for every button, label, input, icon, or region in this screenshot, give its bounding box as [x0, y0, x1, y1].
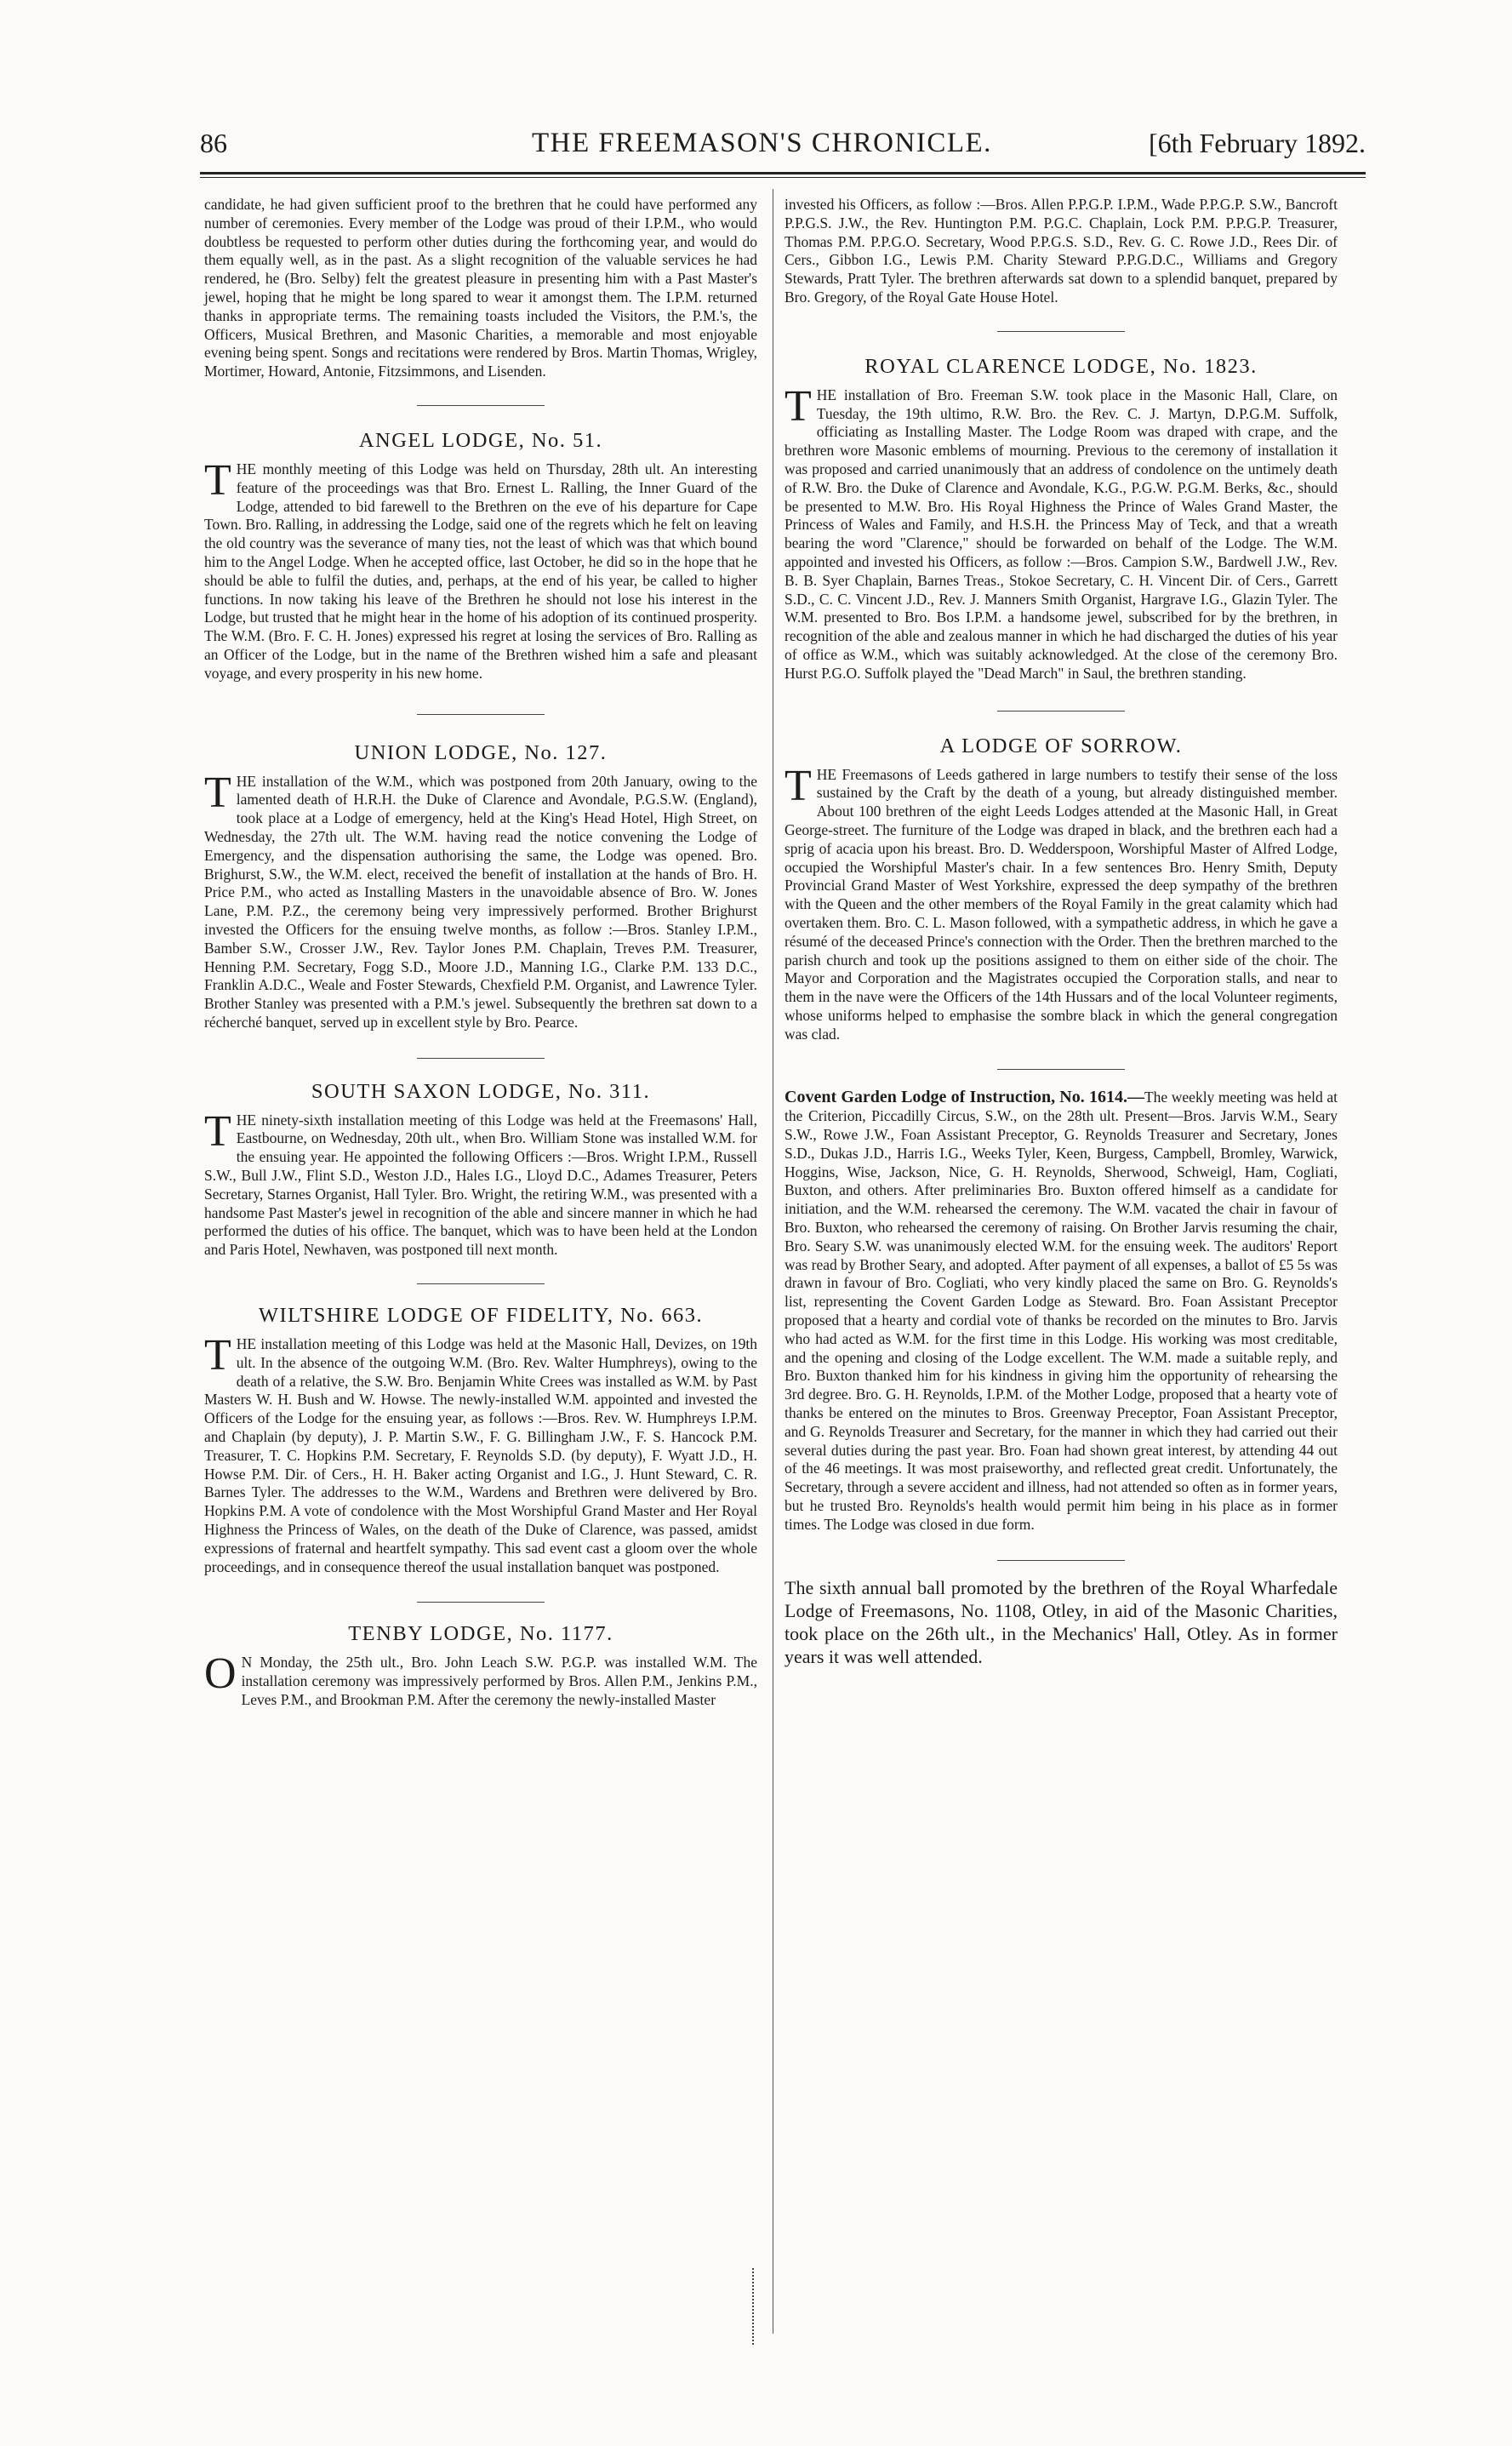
- article-continuation: candidate, he had given sufficient proof to the brethren that he could have performed any number of ceremonies. Every member of the Lodge was proud of their I.P.M., who would doubtless be requested to perform other duties during the forthcoming year, and would do them equally well, as in the past. As a slight recognition of the valuable services he had rendered, he (Bro. Selby) felt the greatest pleasure in presenting him with a Past Master's jewel, hoping that he might be long spared to wear it amongst them. The I.P.M. returned thanks in appropriate terms. The remaining toasts included the Visitors, the P.M.'s, the Officers, Musical Brethren, and Masonic Charities, a memorable and most enjoyable evening being spent. Songs and recitations were rendered by Bros. Martin Thomas, Wrigley, Mortimer, Howard, Antonie, Fitzsimmons, and Lisenden.: [204, 196, 757, 380]
- drop-cap: T: [204, 455, 231, 505]
- article-body: HE monthly meeting of this Lodge was held on Thursday, 28th ult. An interesting feature of the proceedings was that Bro. Ernest L. Ralling, the Inner Guard of the Lodge, attended to bid farewell to the Brethren on the eve of his departure for Cape Town. Bro. Ralling, in addressing the Lodge, said one of the regrets which he felt on leaving the old country was the severance of many ties, not the least of which was that which bound him to the Angel Lodge. When he accepted office, last October, he did so in the hope that he should be able to fulfil the duties, and, perhaps, at the end of his year, be called to higher functions. In now taking his leave of the Brethren he should not lose his interest in the Lodge, but trusted that he might hear in the home of his adoption of its continued prosperity. The W.M. (Bro. F. C. H. Jones) expressed his regret at losing the services of Bro. Ralling as an Officer of the Lodge, but in the name of the Brethren wished him a safe and pleasant voyage, and every prosperity in his new home.: [204, 460, 757, 682]
- issue-date: [6th February 1892.: [1148, 128, 1366, 158]
- header-rule-thin: [200, 177, 1366, 178]
- section-divider: [417, 1058, 545, 1059]
- article-heading: A LODGE OF SORROW.: [939, 734, 1183, 757]
- header-rule: [200, 172, 1366, 174]
- drop-cap: T: [785, 761, 812, 810]
- article-angel-lodge: [204, 428, 757, 683]
- drop-cap: T: [204, 1106, 231, 1156]
- article-continuation: invested his Officers, as follow :—Bros. Allen P.P.G.P. I.P.M., Wade P.P.G.P. S.W., Bancroft P.P.G.S. J.W., the Rev. Huntington P.M. P.G.C. Chaplain, Lock P.M. P.P.G.P. Treasurer, Thomas P.M. P.P.G.O. Secretary, Wood P.P.G.S. S.D., Rev. G. C. Rowe J.D., Rees Dir. of Cers., Gibbon I.G., Lewis P.M. Charity Steward P.P.G.D.C., Williams and Gregory Stewards, Pratt Tyler. The brethren afterwards sat down to a splendid banquet, prepared by Bro. Gregory, of the Royal Gate House Hotel.: [785, 196, 1338, 306]
- article-wharfedale-ball: The sixth annual ball promoted by the brethren of the Royal Wharfedale Lodge of Freemasons, No. 1108, Otley, in aid of the Masonic Charities, took place on the 26th ult., in the Mechanics' Hall, Otley. As in former years it was well attended.: [785, 1576, 1338, 1667]
- article-covent-garden-lodge: [785, 1089, 1338, 1534]
- left-column: [204, 196, 757, 1710]
- article-union-lodge: [204, 740, 757, 1032]
- article-south-saxon-lodge: [204, 1079, 757, 1260]
- section-divider: [997, 1069, 1125, 1070]
- section-divider: [997, 331, 1125, 332]
- drop-cap: O: [204, 1649, 237, 1699]
- article-heading: ANGEL LODGE, No. 51.: [358, 428, 603, 452]
- article-heading: ROYAL CLARENCE LODGE, No. 1823.: [864, 354, 1258, 378]
- right-column: [785, 196, 1338, 1668]
- article-wiltshire-lodge: [204, 1303, 757, 1576]
- article-body: HE installation of the W.M., which was postponed from 20th January, owing to the lamented death of H.R.H. the Duke of Clarence and Avondale, P.G.S.W. (England), took place at a Lodge of emergency, held at the King's Head Hotel, High Street, on Wednesday, the 27th ult. The W.M. having read the notice convening the Lodge of Emergency, and the dispensation authorising the same, the Lodge was opened. Bro. Brighurst, S.W., the W.M. elect, received the benefit of installation at the hands of Bro. H. Price P.M., who acted as Installing Masters in the unavoidable absence of Bro. W. Jones Lane, P.M. P.Z., the ceremony being very impressively performed. Brother Brighurst invested the Officers for the ensuing twelve months, as follow :—Bros. Stanley I.P.M., Bamber S.W., Crosser J.W., Rev. Taylor Jones P.M. Chaplain, Treves P.M. Treasurer, Henning P.M. Secretary, Fogg S.D., Moore J.D., Manning I.G., Clarke P.M. 133 D.C., Franklin A.D.C., Weale and Foster Stewards, Chexfield P.M. Organist, and Lawrence Tyler. Brother Stanley was presented with a P.M.'s jewel. Subsequently the brethren sat down to a récherché banquet, served up in excellent style by Bro. Pearce.: [204, 772, 757, 1031]
- drop-cap: T: [204, 768, 231, 817]
- section-divider: [997, 711, 1125, 712]
- section-divider: [417, 1283, 545, 1284]
- article-body: HE ninety-sixth installation meeting of this Lodge was held at the Freemasons' Hall, Eastbourne, on Wednesday, 20th ult., when Bro. William Stone was installed W.M. for the ensuing year. He appointed the following Officers :—Bros. Wright I.P.M., Russell S.W., Bull J.W., Flint S.D., Weston J.D., Hales I.G., Lloyd D.C., Adames Treasurer, Peters Secretary, Starnes Organist, Hall Tyler. Bro. Wright, the retiring W.M., was presented with a handsome Past Master's jewel in recognition of the able and sincere manner in which he had performed the duties of his office. The banquet, which was to have been held at the London and Paris Hotel, Newhaven, was postponed till next month.: [204, 1111, 757, 1259]
- article-heading: SOUTH SAXON LODGE, No. 311.: [311, 1079, 651, 1103]
- section-divider: [997, 1560, 1125, 1561]
- section-divider: [417, 405, 545, 406]
- article-body: The weekly meeting was held at the Criterion, Piccadilly Circus, S.W., on the 28th ult. Present—Bros. Jarvis W.M., Seary S.W., Rowe J.W., Foan Assistant Preceptor, G. Reynolds Treasurer and Secretary, Jones S.D., Dukas J.D., Harris I.G., Weeks Tyler, Keen, Burgess, Campbell, Bromley, Warwick, Hoggins, Wise, Jackson, Nice, G. H. Reynolds, Sherwood, Schweigl, Ham, Cogliati, Buxton, and others. After preliminaries Bro. Buxton offered himself as a candidate for initiation, and the W.M. rehearsed the ceremony. The W.M. vacated the chair in favour of Bro. Buxton, who rehearsed the ceremony of raising. On Brother Jarvis resuming the chair, Bro. Seary S.W. was unanimously elected W.M. for the ensuing week. The auditors' Report was read by Brother Seary, and adopted. After payment of all expenses, a ballot of £5 5s was drawn in favour of Bro. Cogliati, who very kindly placed the same on Bro. G. Reynolds's list, representing the Covent Garden Lodge as Steward. Bro. Foan Assistant Preceptor proposed that a hearty and cordial vote of thanks be recorded on the minutes to Bro. Jarvis who had acted as W.M. for the first time in this Lodge. His working was most creditable, and the opening and closing of the Lodge excellent. The W.M. made a suitable reply, and Bro. Buxton thanked him for his kindness in giving him the opportunity of rehearsing the 3rd degree. Bro. G. H. Reynolds, I.P.M. of the Mother Lodge, proposed that a hearty vote of thanks be entered on the minutes to Bros. Greenway Preceptor, Foan Assistant Preceptor, and G. Reynolds Treasurer and Secretary, for the manner in which they had carried out their several duties during the past year. Bro. Foan had shown great interest, by attending 44 out of the 46 meetings. It was most praiseworthy, and reflected great credit. Unfortunately, the Secretary, through a severe accident and illness, had not attended so often as in former years, but he trusted Bro. Reynolds's health would permit him being in his place as in former times. The Lodge was closed in due form.: [785, 1089, 1338, 1533]
- drop-cap: T: [785, 381, 812, 431]
- article-tenby-lodge: [204, 1621, 757, 1709]
- article-body: HE installation meeting of this Lodge was held at the Masonic Hall, Devizes, on 19th ult. In the absence of the outgoing W.M. (Bro. Rev. Walter Humphreys), owing to the death of a relative, the S.W. Bro. Benjamin White Crees was installed as W.M. by Past Masters W. H. Bush and W. Howse. The newly-installed W.M. appointed and invested the Officers of the Lodge for the ensuing year, as follows :—Bros. Rev. W. Humphreys I.P.M. and Chaplain (by deputy), J. P. Martin S.W., F. G. Billingham J.W., F. S. Hancock P.M. Treasurer, T. C. Hopkins P.M. Secretary, F. Reynolds S.D. (by deputy), F. Wyatt J.D., H. Howse P.M. Dir. of Cers., H. H. Baker acting Organist and I.G., J. Hunt Steward, C. R. Barnes Tyler. The addresses to the W.M., Wardens and Brethren were delivered by Bro. Hopkins P.M. A vote of condolence with the Most Worshipful Grand Master and Her Royal Highness the Princess of Wales, on the death of the Duke of Clarence, was passed, amidst expressions of fraternal and heartfelt sympathy. This sad event cast a gloom over the whole proceedings, and in consequence thereof the usual installation banquet was postponed.: [204, 1335, 757, 1575]
- article-heading: WILTSHIRE LODGE OF FIDELITY, No. 663.: [258, 1304, 704, 1328]
- article-body: N Monday, the 25th ult., Bro. John Leach S.W. P.G.P. was installed W.M. The installation ceremony was impressively performed by Bros. Allen P.M., Jenkins P.M., Leves P.M., and Brookman P.M. After the ceremony the newly-installed Master: [241, 1654, 757, 1709]
- article-heading: UNION LODGE, No. 127.: [354, 740, 608, 764]
- article-heading: TENBY LODGE, No. 1177.: [348, 1622, 613, 1646]
- column-dotted-rule: [752, 2268, 757, 2345]
- publication-title: THE FREEMASON'S CHRONICLE.: [532, 128, 992, 158]
- article-lodge-of-sorrow: [785, 734, 1338, 1044]
- article-heading: Covent Garden Lodge of Instruction, No. 1614.—: [785, 1088, 1144, 1107]
- section-divider: [417, 714, 545, 715]
- drop-cap: T: [204, 1331, 231, 1380]
- page-header: [200, 128, 1366, 169]
- article-body: HE installation of Bro. Freeman S.W. took place in the Masonic Hall, Clare, on Tuesday, the 19th ultimo, R.W. Bro. the Rev. C. J. Martyn, D.P.G.M. Suffolk, officiating as Installing Master. The Lodge Room was draped with crape, and the brethren wore Masonic emblems of mourning. Previous to the ceremony of installation it was proposed and carried unanimously that an address of condolence on the untimely death of R.W. Bro. the Duke of Clarence and Avondale, K.G., P.G.W. P.G.M. Berks, &c., should be presented to M.W. Bro. His Royal Highness the Prince of Wales Grand Master, the Princess of Wales and Family, and H.S.H. the Princess May of Teck, and that a wreath bearing the word "Clarence," should be forwarded on behalf of the Lodge. The W.M. appointed and invested his Officers, as follow :—Bros. Campion S.W., Bardwell J.W., Rev. B. B. Syer Chaplain, Barnes Treas., Stokoe Secretary, C. H. Vincent Dir. of Cers., Garrett S.D., C. C. Vincent J.D., Rev. J. Manners Smith Organist, Hargrave I.G., Glazin Tyler. The W.M. presented to Bro. Bos I.P.M. a handsome jewel, subscribed for by the brethren, in recognition of the able and zealous manner in which he had discharged the duties of his year of office as W.M., which was suitably acknowledged. At the close of the ceremony Bro. Hurst P.G.O. Suffolk played the "Dead March" in Saul, the brethren standing.: [785, 386, 1338, 682]
- article-body: HE Freemasons of Leeds gathered in large numbers to testify their sense of the loss sustained by the Craft by the death of a young, but already distinguished member. About 100 brethren of the eight Leeds Lodges attended at the Masonic Hall, in Great George-street. The furniture of the Lodge was draped in black, and the brethren each had a sprig of acacia upon his breast. Bro. D. Wedderspoon, Worshipful Master of Alfred Lodge, occupied the Worshipful Master's chair. In a few sentences Bro. Henry Smith, Deputy Provincial Grand Master of West Yorkshire, expressed the deep sympathy of the brethren with the Queen and the other members of the Royal Family in the great calamity which had overtaken them. Bro. C. L. Mason followed, with a sympathetic address, in which he gave a résumé of the deceased Prince's connection with the Order. Then the brethren marched to the parish church and took up the positions assigned to them on either side of the choir. The Mayor and Corporation and the Magistrates occupied the Corporation stalls, and near to them in the nave were the Officers of the 14th Hussars and of the local Volunteer regiments, whose uniforms helped to emphasise the sombre black in which the general congregation was clad.: [785, 765, 1338, 1043]
- article-royal-clarence-lodge: [785, 354, 1338, 683]
- section-divider: [417, 1602, 545, 1603]
- page-number: 86: [200, 128, 227, 158]
